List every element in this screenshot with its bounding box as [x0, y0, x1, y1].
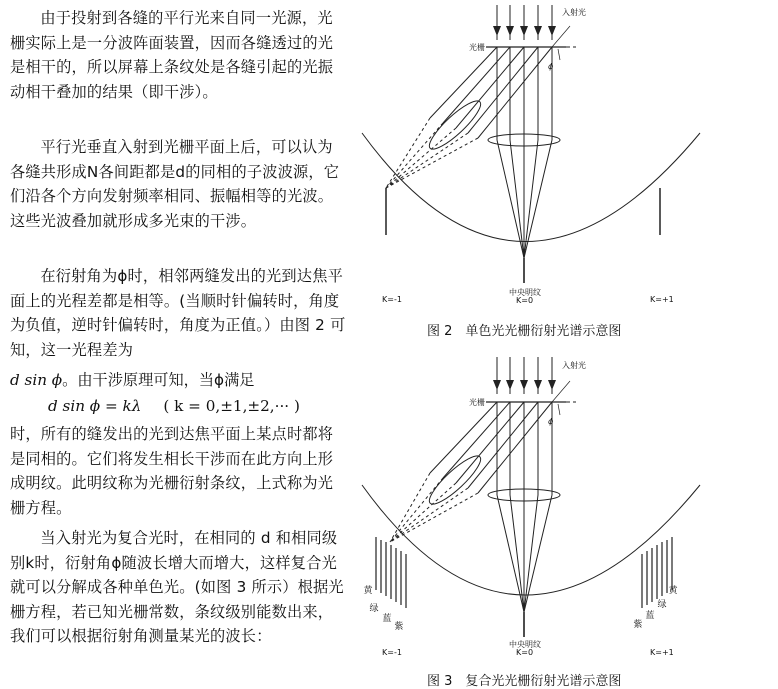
paragraph-3: 在衍射角为ϕ时，相邻两缝发出的光到达焦平面上的光程差都是相等。(当顺时针偏转时，角度为负值，逆时针偏转时，角度为正值。）由图 2 可知，这一光程差为: [10, 267, 346, 359]
equation-main: d sin ϕ = kλ: [48, 397, 142, 415]
fig3-incident-label: 入射光: [562, 361, 586, 370]
fig2-incident-label: 入射光: [562, 8, 586, 17]
fig3-left-color-green: 绿: [369, 604, 379, 614]
paragraph-5: 当入射光为复合光时，在相同的 d 和相同级别k时，衍射角ϕ随波长增大而增大，这样复合光就可以分解成各种单色光。(如图 3 所示）根据光栅方程，若已知光栅常数，条纹级别能数出来，我们可以根据衍射角测量某光的波长：: [10, 529, 344, 645]
fig2-center-label: 中央明纹: [509, 288, 541, 297]
fig3-phi-label: ϕ: [548, 417, 554, 426]
fig3-right-color-yellow: 黄: [668, 586, 678, 596]
equation-condition: ( k = 0,±1,±2,··· ): [163, 397, 300, 415]
paragraph-2: 平行光垂直入射到光栅平面上后，可以认为各缝共形成N各间距都是d的同相的子波波源，它们沿各个方向发射频率相同、振幅相等的光波。这些光波叠加就形成多光束的干涉。: [10, 138, 340, 230]
fig2-caption: 图 2 单色光光栅衍射光谱示意图: [427, 324, 622, 339]
paragraph-1: 由于投射到各缝的平行光来自同一光源，光栅实际上是一分波阵面装置，因而各缝透过的光是相干的，所以屏幕上条纹处是各缝引起的光振动相干叠加的结果（即干涉）。: [10, 9, 334, 101]
fig3-kplus-label: K=+1: [650, 648, 674, 657]
fig2-grating-label: 光栅: [469, 43, 485, 52]
fig3-right-color-green: 绿: [657, 600, 667, 610]
fig3-left-color-violet: 紫: [394, 622, 404, 632]
fig2-phi-label: ϕ: [548, 62, 554, 71]
fig2-k0-label: K=0: [516, 296, 534, 305]
path-difference-math: d sin ϕ: [10, 371, 63, 389]
fig2-kplus-label: K=+1: [650, 295, 674, 304]
fig3-right-color-violet: 紫: [633, 620, 643, 630]
paragraph-3-end: 。由干涉原理可知，当ϕ满足: [62, 371, 255, 389]
fig3-left-color-blue: 蓝: [382, 614, 392, 624]
fig3-left-color-yellow: 黄: [363, 586, 373, 596]
figure-3-diagram: [362, 357, 700, 637]
fig3-center-label: 中央明纹: [509, 640, 541, 649]
paragraph-4: 时，所有的缝发出的光到达焦平面上某点时都将是同相的。它们将发生相长干涉而在此方向上形成明纹。此明纹称为光栅衍射条纹，上式称为光栅方程。: [10, 425, 334, 517]
fig3-kminus-label: K=-1: [382, 648, 402, 657]
fig3-k0-label: K=0: [516, 648, 534, 657]
fig3-caption: 图 3 复合光光栅衍射光谱示意图: [427, 674, 622, 689]
fig3-right-color-blue: 蓝: [645, 611, 655, 621]
fig3-grating-label: 光栅: [469, 398, 485, 407]
fig2-kminus-label: K=-1: [382, 295, 402, 304]
